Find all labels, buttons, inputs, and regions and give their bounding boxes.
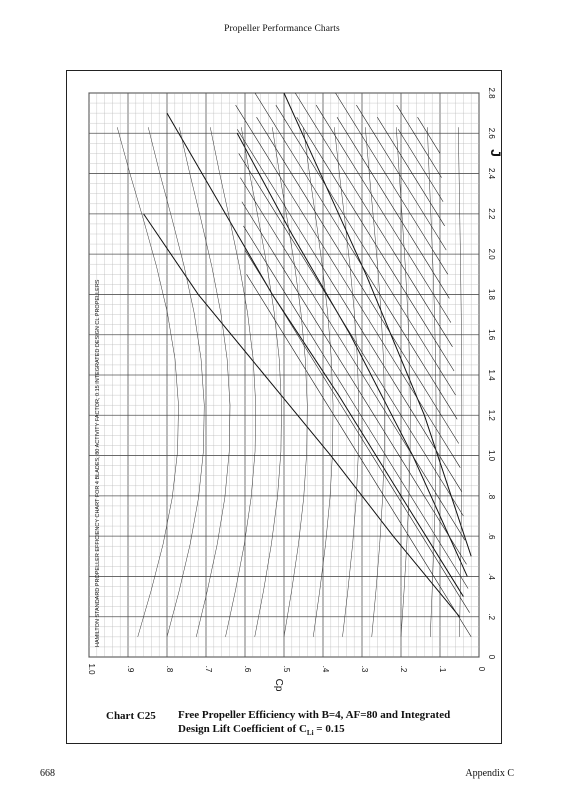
cp-tick-label: .1	[438, 665, 447, 673]
running-head: Propeller Performance Charts	[224, 24, 340, 34]
j-tick-label: 1.8	[487, 288, 496, 300]
cp-tick-label: 0	[477, 666, 486, 672]
blade-angle-line	[397, 105, 442, 178]
j-tick-label: 1.0	[487, 450, 496, 462]
blade-angle-line	[398, 129, 443, 202]
chart-number: Chart C25	[106, 710, 156, 722]
cp-tick-label: .3	[360, 665, 369, 673]
caption-line-2: Design Lift Coefficient of $C_{Li} = 0.15$	[178, 723, 345, 738]
caption-line-1: Free Propeller Efficiency with B=4, AF=80 and Integrated	[178, 709, 451, 721]
chart-frame	[66, 70, 502, 744]
blade-angle-line	[295, 93, 452, 347]
cp-tick-label: .7	[204, 665, 213, 673]
efficiency-chart	[67, 71, 504, 743]
cp-tick-label: .8	[165, 665, 174, 673]
cp-tick-label: .4	[321, 665, 330, 673]
blade-angle-line	[418, 117, 440, 153]
j-tick-label: 0	[487, 654, 496, 660]
x-axis-label: J	[488, 149, 504, 157]
j-tick-label: 2.0	[487, 248, 496, 260]
j-tick-label: 2.4	[487, 168, 496, 180]
blade-angle-line	[276, 105, 456, 395]
cp-tick-label: .6	[243, 665, 252, 673]
j-tick-label: .8	[487, 492, 496, 500]
j-tick-label: 2.6	[487, 127, 496, 139]
blade-angle-line	[236, 105, 461, 468]
chart-title: HAMILTON STANDARD PROPELLER EFFICIENCY CHART FOR 4 BLADES, 80 ACTIVITY FACTOR, 0.15 INTEGRATED DESIGN CL PROPELLERS	[95, 279, 101, 647]
cp-tick-label: .5	[282, 665, 291, 673]
page-number: 668	[40, 768, 55, 779]
j-tick-label: .6	[487, 532, 496, 540]
j-tick-label: 2.8	[487, 87, 496, 99]
blade-angle-line	[255, 93, 457, 419]
cp-tick-label: .9	[126, 665, 135, 673]
cp-tick-label: 1.0	[87, 663, 96, 675]
j-tick-label: 1.6	[487, 329, 496, 341]
blade-angle-line	[257, 117, 459, 443]
y-axis-label: Cp	[273, 678, 285, 692]
cp-tick-label: .2	[399, 665, 408, 673]
j-tick-label: 1.4	[487, 369, 496, 381]
j-tick-label: .4	[487, 573, 496, 580]
section-label: Appendix C	[465, 768, 514, 779]
chart-caption	[178, 708, 450, 740]
j-tick-label: 2.2	[487, 208, 496, 220]
j-tick-label: 1.2	[487, 409, 496, 421]
j-tick-label: .2	[487, 613, 496, 621]
